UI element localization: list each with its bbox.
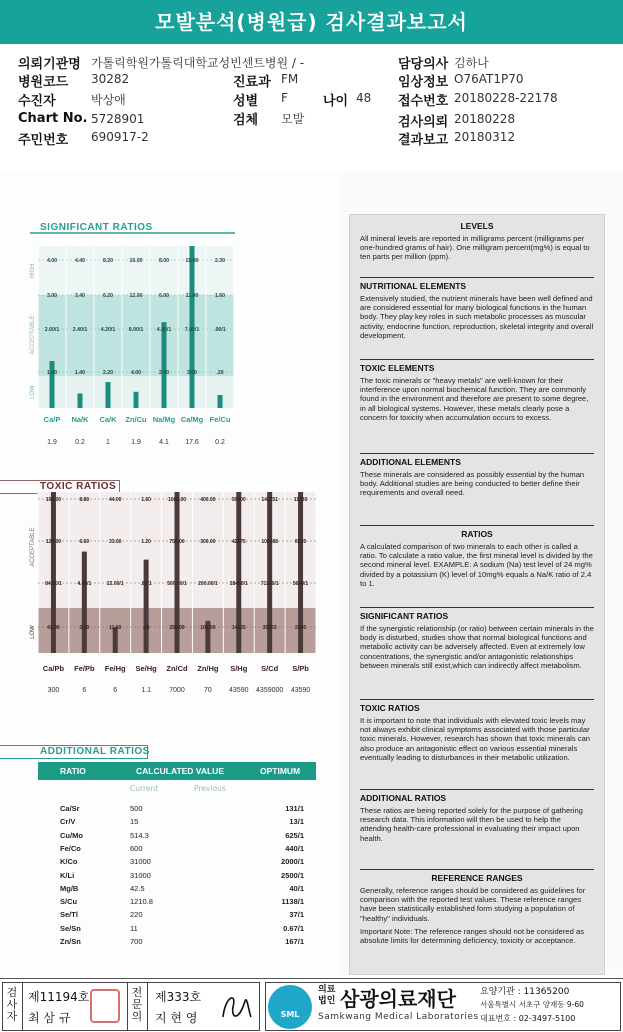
info-label: 수진자 [18,94,56,109]
note-text: Important Note: The reference ranges should not be considered as absolute limits for determining deficiency, toxicity or acceptance. [360,926,585,946]
optimum-value: 2500/1 [281,870,304,880]
optimum-value: 167/1 [285,937,304,946]
tick-label: 8535 [294,539,307,545]
table-row [38,857,316,870]
info-value: F [281,91,288,105]
tick-label: 126.00 [45,539,62,545]
sml-logo-icon: SML [268,985,312,1029]
info-label: 의뢰기관명 [18,57,81,72]
info-value: 5728901 [91,112,145,126]
note-toxic [360,363,594,422]
current-value: 42.5 [130,883,145,893]
bar [82,552,87,653]
ratio-name: Zn/Sn [60,937,81,946]
data-label: 6 [113,687,118,694]
optimum-value: 0.67/1 [283,923,304,933]
note-text: It is important to note that individuals with elevated toxic levels may not always exhibit clinical symptoms associated with those particular toxic minerals. However, research has shown that toxic minerals can also produce an antagonistic effect on various essential minerals eventually leading to disturbances in their metabolic utilization. [360,716,591,762]
note-toxic-ratios [360,703,594,762]
charts-column [0,172,340,975]
category-label: S/Cd [261,664,279,673]
tick-label: 15.00 [185,258,199,264]
tick-label: 4.40 [74,258,86,264]
note-text: Extensively studied, the nutrient minerals have been well defined and are considered essential for many biological functions in the human body. They play key roles in such metabolic processes as muscular activity, endocrine function, reproduction, skeletal integrity and overall development. [360,294,594,340]
table-row [38,924,316,937]
note-additional-ratios [360,793,594,843]
tick-label: 12.00 [129,293,143,299]
info-value: 20180228 [454,112,516,126]
tick-label: 22.00/1 [106,581,124,587]
tick-label: 14225 [231,625,246,631]
tick-label: 106688 [261,539,279,545]
current-value: 220 [130,910,143,920]
ratio-name: Mg/B [60,883,79,893]
report-title: 모발분석(병원급) 검사결과보고서 [0,0,623,44]
org-type: 의료법인 [318,985,336,1006]
info-label: 임상정보 [398,75,449,90]
tick-label: 3.40 [74,293,86,299]
category-label: S/Pb [292,664,309,673]
ratio-name: K/Co [60,857,78,867]
tick-label: 1.60 [46,370,58,376]
info-value: O76AT1P70 [454,72,524,86]
tick-label: 3.00 [46,293,58,299]
info-value: 20180228-22178 [454,91,558,105]
optimum-value: 2000/1 [281,857,304,867]
optimum-value: 440/1 [285,843,304,853]
tick-label: .20 [216,370,224,376]
doctor-signature [215,987,255,1027]
tick-label: 2.20 [79,625,90,631]
info-value: 690917-2 [91,130,149,144]
tick-label: 6.00 [158,293,170,299]
info-label: 검사의뢰 [398,115,449,130]
toxic-title: TOXIC RATIOS [40,481,117,492]
zone-label: HIGH [30,263,36,279]
data-label: 43590 [290,687,311,694]
note-title: SIGNIFICANT RATIOS [360,611,449,621]
current-value: 600 [130,843,143,853]
bar [218,395,223,408]
optimum-value: 13/1 [289,817,304,827]
category-label: Ca/P [43,415,61,424]
category-label: Fe/Hg [104,664,126,673]
optimum-value: 37/1 [289,910,304,920]
tick-label: 250.00 [169,625,185,631]
lab-phone: 대표번호 : 02-3497-5100 [480,1014,576,1023]
current-value: 15 [130,817,139,827]
bar [106,382,111,408]
info-value: 20180312 [454,130,516,144]
table-row [38,871,316,884]
tick-label: 42675 [231,539,246,545]
note-ratios [360,529,594,588]
data-label: 300 [47,687,60,694]
optimum-value: 625/1 [285,830,304,840]
table-row [38,937,316,950]
info-value: FM [281,72,299,86]
zone-label: LOW [30,625,36,639]
tick-label: 1.60 [141,497,151,503]
column-header: OPTIMUM [260,766,301,776]
tick-label: 8.00/1 [128,327,144,333]
current-value: 1210.8 [130,897,153,907]
note-title: ADDITIONAL RATIOS [360,793,447,803]
tick-label: 11380 [293,497,308,503]
category-label: Zn/Cd [166,664,188,673]
tick-label: 2.00 [158,370,170,376]
ratio-name: S/Cu [60,897,78,907]
category-label: Zn/Hg [197,664,219,673]
tick-label: 1.20 [141,539,151,545]
note-text: These ratios are being reported solely for the purpose of gathering research data. This information will then be used to help the attending health-care professional in evaluating their impact upon health. [360,806,583,843]
note-text: A calculated comparison of two minerals to each other is called a ratio. To calculate a ratio value, the first mineral level is divided by the second mineral level. EXAMPLE: A sodium (Na) test level of 24 mg% divided by a potassium (K) level of 10mg% equals a Na/K ratio of 2.4 to 1. [360,542,593,588]
ratio-name: Cu/Mo [60,830,83,840]
bar [144,560,149,653]
table-row [38,831,316,844]
data-label: 7000 [169,687,185,694]
category-label: Fe/Pb [74,664,95,673]
note-title: TOXIC ELEMENTS [360,363,435,373]
zone-labels [30,264,36,399]
info-label: 성별 [233,94,259,109]
note-text: If the synergistic relationship (or ratio) between certain minerals in the body is disturbed, studies show that normal biological functions and metabolic activity can be adversely affected. Even at extremely low concentrations, the synergistic and/or antagonistic relationships between minerals still exist,which can indirectly affect metabolism. [360,624,594,670]
info-label: 결과보고 [398,133,449,148]
info-value: 박상애 [91,93,126,107]
info-value: 가톨릭학원가톨릭대학교성빈센트병원 / - [91,56,305,70]
tick-label: 3.00 [186,370,198,376]
tick-label: 6.60 [79,539,90,545]
column-subheader: Previous [194,784,226,793]
institution-code: 요양기관 : 11365200 [480,987,570,997]
note-title: LEVELS [460,221,494,231]
significant-ratios-chart [0,227,240,469]
tick-label: 750.00 [169,539,185,545]
tick-label: 168.00 [45,497,62,503]
tick-label: 8.80 [79,497,90,503]
tester-name: 최 삼 규 [28,1011,71,1025]
tick-label: 11.00 [109,625,122,631]
table-row [38,884,316,897]
info-value: 김하나 [454,56,489,70]
lab-address: 서울특별시 서초구 양재동 9-60 [480,1000,584,1009]
ratio-name: Cr/V [60,817,76,827]
data-label: 0.2 [215,439,225,446]
info-label: 접수번호 [398,94,449,109]
category-label: Zn/Cu [125,415,147,424]
patient-info [0,47,623,147]
tick-label: 500.00/1 [167,581,187,587]
table-row [38,817,316,830]
tick-label: 84.00/1 [45,581,62,587]
info-label: Chart No. [18,111,88,126]
table-row [38,804,316,817]
note-text: All mineral levels are reported in milligrams percent (milligrams per one-hundred grams of hair). One milligram percent(mg%) is equal to ten parts per million (ppm). [360,234,590,262]
note-title: TOXIC RATIOS [360,703,420,713]
tick-label: .40 [142,625,150,631]
ratio-name: Ca/Sr [60,804,80,813]
category-label: Ca/K [99,415,117,424]
tick-label: 4.00 [46,258,58,264]
data-label: 4.1 [159,439,169,446]
tick-label: 4.20/1 [100,327,116,333]
current-value: 514.3 [130,830,149,840]
tick-label: 56900 [231,497,246,503]
additional-ratios-table [38,762,316,975]
category-label: S/Hg [230,664,248,673]
data-label: 1.9 [47,439,57,446]
current-value: 31000 [130,870,151,880]
note-additional [360,457,594,498]
tick-label: 35563 [262,625,277,631]
current-value: 11 [130,923,138,933]
note-title: RATIOS [461,529,493,539]
info-label: 진료과 [233,75,271,90]
data-label: 4359000 [256,687,284,694]
notes-panel [349,214,605,975]
toxic-ratios-chart [0,487,320,719]
data-label: 0.2 [75,439,85,446]
doctor-name: 지 현 영 [155,1011,198,1025]
optimum-value: 40/1 [289,883,304,893]
ratio-name: Se/Sn [60,923,81,933]
category-label: Na/K [71,415,89,424]
data-label: 6 [82,687,87,694]
optimum-value: 131/1 [285,804,304,813]
doctor-label: 전문의 [131,986,143,1023]
tick-label: 4.00 [130,370,142,376]
note-text: These minerals are considered as possibly essential by the human body. Additional studies are being conducted to better define their requirements and overall need. [360,470,585,498]
info-label: 주민번호 [18,133,69,148]
ratio-name: Se/Tl [60,910,78,920]
note-reference [360,873,594,945]
seal-stamp [90,989,120,1023]
tick-label: 2.60/1 [44,327,60,333]
note-text: Generally, reference ranges should be considered as guidelines for comparison with the reported test values. These reference ranges have been statistically established form studying a population of "healthy" individuals. [360,886,586,923]
tick-label: 33.00 [108,539,122,545]
ratio-name: K/Li [60,870,75,880]
info-value: 모발 [281,112,305,126]
data-label: 1.1 [141,687,151,694]
category-label: Se/Hg [135,664,157,673]
significant-title: SIGNIFICANT RATIOS [40,222,153,233]
tick-label: 11.00 [185,293,199,299]
category-label: Ca/Pb [42,664,65,673]
note-nutritional [360,281,594,340]
tick-label: 200.00/1 [198,581,218,587]
info-label: 나이 [323,94,349,109]
tick-label: 400.00 [200,497,216,503]
info-value: 30282 [91,72,130,86]
tick-label: 142251 [261,497,279,503]
tick-label: .90/1 [214,327,226,333]
table-row [38,910,316,923]
tick-label: 71126/1 [260,581,279,587]
category-label: Ca/Mg [180,415,204,424]
tester-label: 검사자 [6,986,18,1023]
tick-label: 1.60 [214,293,226,299]
additional-title: ADDITIONAL RATIOS [40,746,150,757]
data-label: 1.9 [131,439,141,446]
category-label: Na/Mg [152,415,176,424]
info-label: 병원코드 [18,75,69,90]
signature-footer [0,978,623,1032]
zone-label: LOW [30,385,36,399]
scanned-report [0,172,623,975]
ratio-name: Fe/Co [60,843,81,853]
note-text: The toxic minerals or "heavy metals" are well-known for their interference upon normal biochemical function. They are commonly found in the environment and therefore are present to some degree, in all biological systems. However, these metals clearly pose a concern for toxicity when accumulation occurs to excess. [360,376,589,422]
category-label: Fe/Cu [209,415,231,424]
zone-label: ACCEPTABLE [30,527,36,567]
column-header: RATIO [60,766,86,776]
tick-label: .80/1 [140,581,152,587]
table-header [38,762,316,780]
column-subheader: Current [130,784,159,793]
data-label: 70 [203,687,212,694]
bar [134,392,139,408]
tick-label: 28450/1 [229,581,248,587]
bar [78,393,83,408]
note-significant [360,611,594,670]
current-value: 500 [130,804,143,813]
org-name: 삼광의료재단 [340,987,456,1011]
note-levels [360,221,594,262]
info-value: 48 [356,91,372,105]
bar [113,627,118,653]
data-label: 43590 [229,687,249,694]
doctor-number: 제333호 [155,990,202,1004]
current-value: 31000 [130,857,151,867]
tick-label: 4.40/1 [77,581,92,587]
bar [50,361,55,408]
data-label: 1 [106,439,110,446]
tick-label: 8.20 [102,258,114,264]
note-title: REFERENCE RANGES [431,873,523,883]
tick-label: 1000.00 [167,497,187,503]
bar [162,322,167,408]
info-label: 담당의사 [398,57,449,72]
tick-label: 44.00 [108,497,122,503]
info-label: 검체 [233,113,259,128]
table-row [38,897,316,910]
org-english-name: Samkwang Medical Laboratories [318,1012,479,1022]
tick-label: 2.30 [214,258,226,264]
current-value: 700 [130,937,143,946]
tester-number: 제11194호 [28,990,90,1004]
tick-label: 300.00 [200,539,216,545]
tick-label: 4.00/1 [156,327,172,333]
tick-label: 16.00 [129,258,143,264]
tick-label: 42.00 [47,625,60,631]
table-row [38,844,316,857]
tick-label: 8.00 [158,258,170,264]
zone-label: ACCEPTABLE [30,315,36,355]
column-header: CALCULATED VALUE [136,766,224,776]
tick-label: 2.40/1 [72,327,88,333]
tick-label: 100.00 [200,625,216,631]
note-title: ADDITIONAL ELEMENTS [360,457,461,467]
tick-label: 7.00/1 [184,327,200,333]
data-label: 17.6 [185,439,199,446]
tick-label: 1.40 [74,370,86,376]
tick-label: 2.20 [102,370,114,376]
note-title: NUTRITIONAL ELEMENTS [360,281,467,291]
tick-label: 6.20 [102,293,114,299]
optimum-value: 1138/1 [281,897,304,907]
tick-label: 2845 [294,625,307,631]
tick-label: 5690/1 [292,581,309,587]
